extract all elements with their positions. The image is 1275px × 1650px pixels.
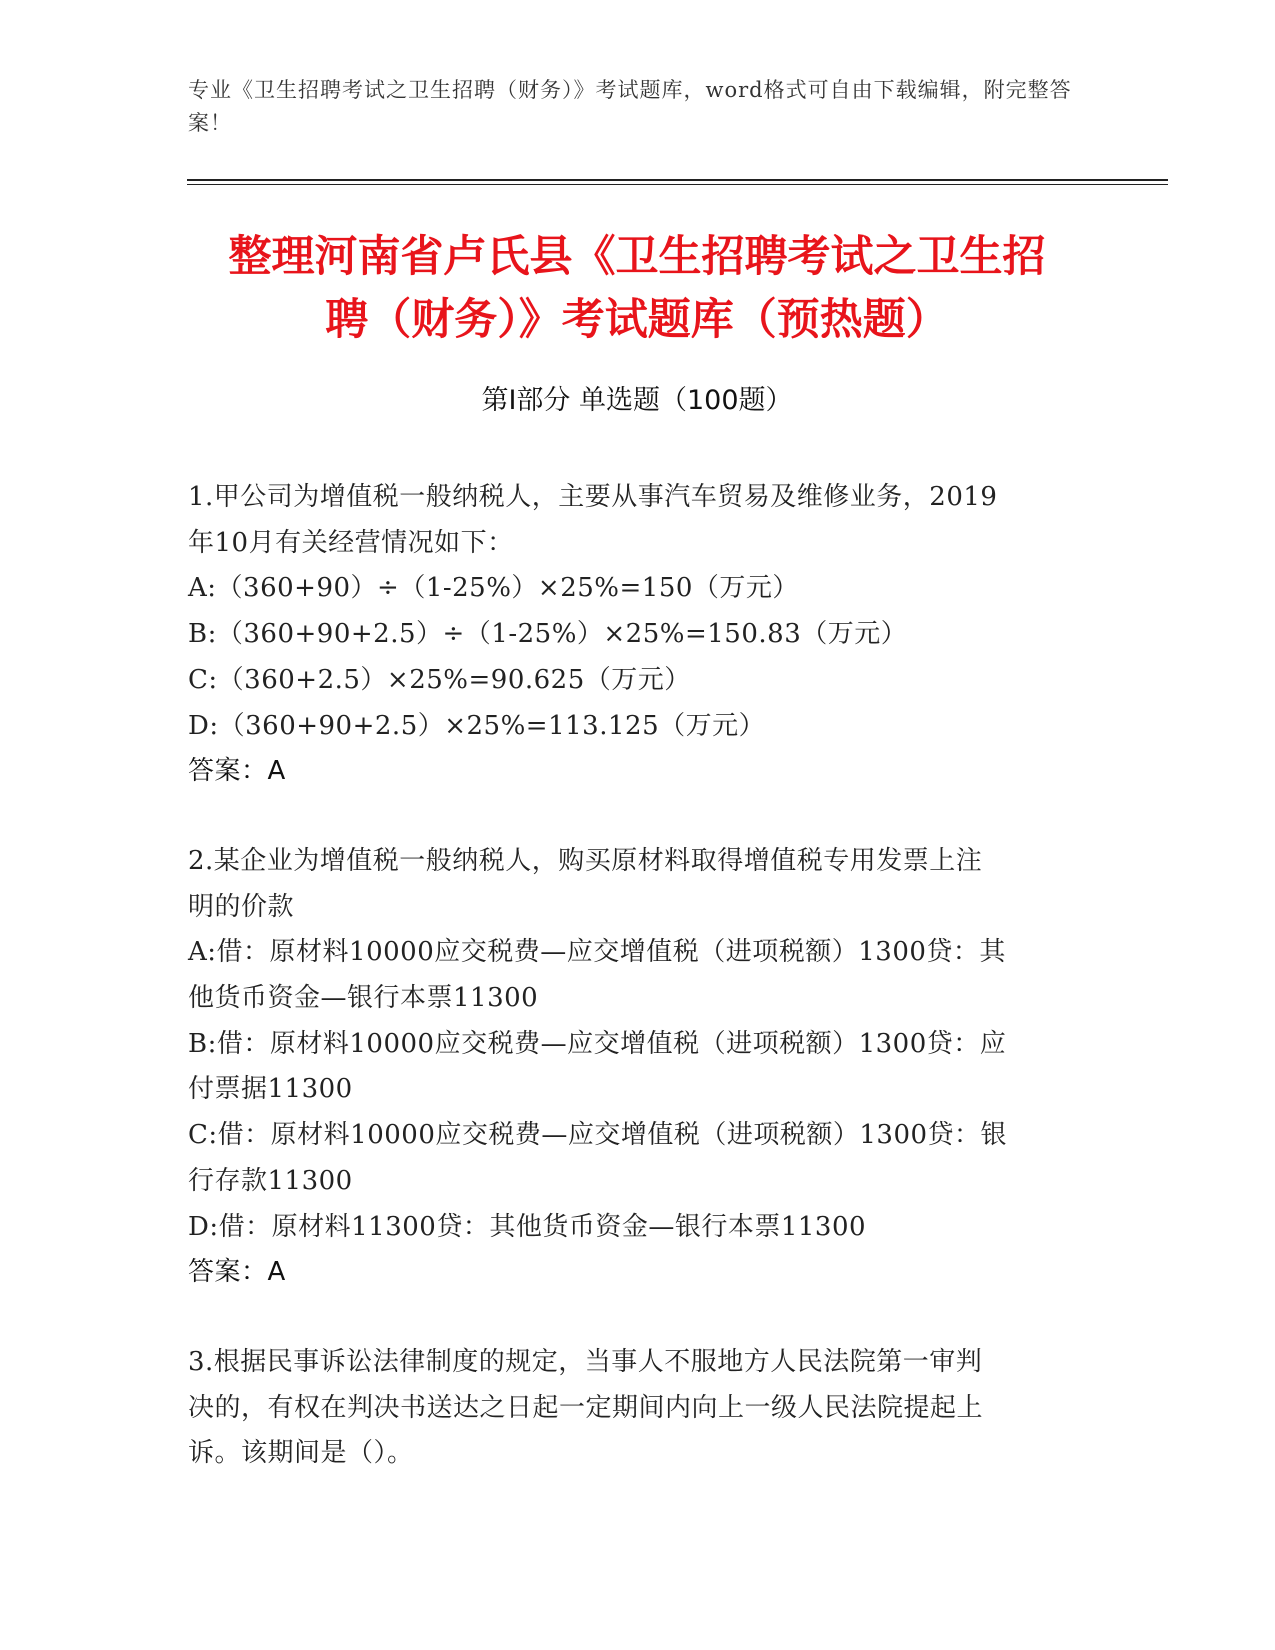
question-list [188, 475, 1088, 1521]
question-stem-line: 诉。该期间是（）。 [188, 1438, 414, 1469]
answer-line: 答案：A [188, 1257, 286, 1288]
question-stem-line: 1.甲公司为增值税一般纳税人，主要从事汽车贸易及维修业务，2019 [188, 482, 998, 512]
question-stem-line: 明的价款 [188, 891, 295, 922]
option-line: 他货币资金—银行本票11300 [188, 983, 539, 1014]
header-rule-thin [187, 184, 1168, 185]
option-line: B:借：原材料10000应交税费—应交增值税（进项税额）1300贷：应 [188, 1028, 1007, 1059]
header-rule-thick [187, 179, 1168, 181]
question-stem-line: 2.某企业为增值税一般纳税人，购买原材料取得增值税专用发票上注 [188, 845, 983, 876]
option-line: A:借：原材料10000应交税费—应交增值税（进项税额）1300贷：其 [188, 937, 1006, 968]
option-line: C:借：原材料10000应交税费—应交增值税（进项税额）1300贷：银 [188, 1120, 1008, 1151]
option-line: D:借：原材料11300贷：其他货币资金—银行本票11300 [188, 1211, 867, 1242]
option-line: A:（360+90）÷（1-25%）×25%=150（万元） [188, 573, 799, 604]
option-line: D:（360+90+2.5）×25%=113.125（万元） [188, 710, 766, 741]
header-note: 专业《卫生招聘考试之卫生招聘（财务）》考试题库，word格式可自由下载编辑，附完整答案！ [188, 78, 1072, 135]
title-line-2: 聘（财务）》考试题库（预热题） [325, 295, 949, 345]
question-block [188, 475, 1088, 795]
answer-line: 答案：A [188, 756, 286, 787]
option-line: 行存款11300 [188, 1165, 353, 1196]
title-line-1: 整理河南省卢氏县《卫生招聘考试之卫生招 [228, 232, 1046, 282]
question-block [188, 839, 1088, 1296]
option-line: 付票据11300 [188, 1074, 353, 1105]
question-block [188, 1340, 1088, 1477]
option-line: B:（360+90+2.5）÷（1-25%）×25%=150.83（万元） [188, 619, 908, 650]
document-title [187, 226, 1087, 352]
question-stem-line: 决的，有权在判决书送达之日起一定期间内向上一级人民法院提起上 [188, 1392, 984, 1423]
option-line: C:（360+2.5）×25%=90.625（万元） [188, 664, 691, 695]
question-stem-line: 年10月有关经营情况如下： [188, 527, 514, 558]
question-stem-line: 3.根据民事诉讼法律制度的规定，当事人不服地方人民法院第一审判 [188, 1346, 983, 1377]
section-heading: 第Ⅰ部分 单选题（100题） [481, 385, 793, 416]
